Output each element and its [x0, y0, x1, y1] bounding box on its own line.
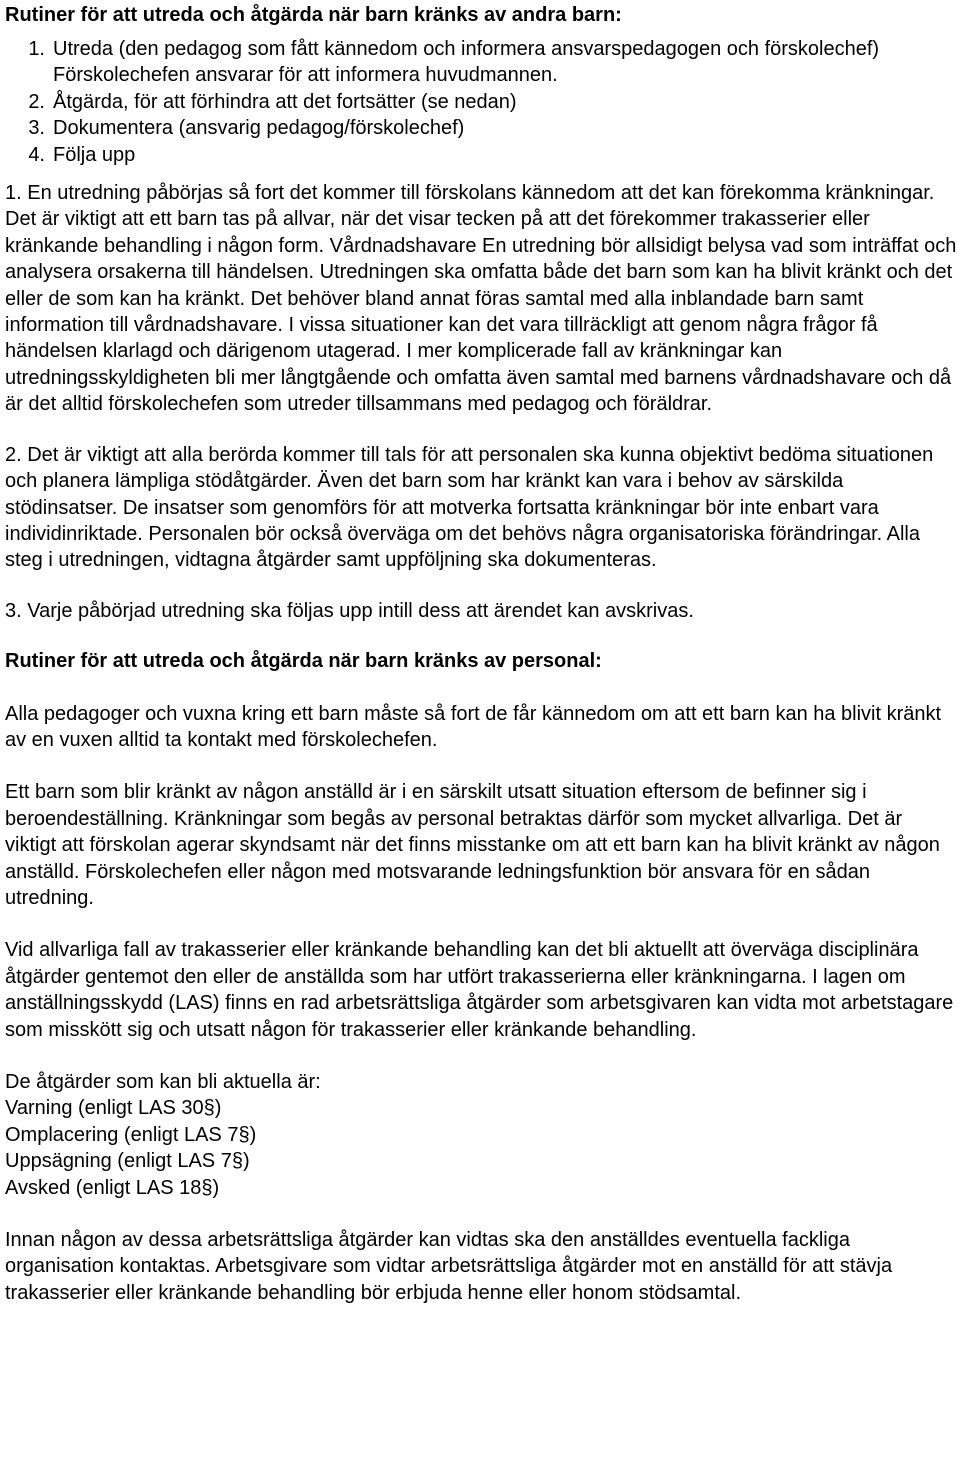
measures-intro: De åtgärder som kan bli aktuella är: [5, 1071, 321, 1093]
step-number: 4. [28, 143, 45, 166]
list-item: Avsked (enligt LAS 18§) [5, 1176, 220, 1199]
list-item: Varning (enligt LAS 30§) [5, 1097, 222, 1120]
list-item [5, 115, 957, 141]
step-number: 3. [28, 117, 45, 140]
step-number: 1. [28, 38, 45, 60]
list-item [5, 142, 957, 168]
paragraph-contact-principal: Alla pedagoger och vuxna kring ett barn måste så fort de får kännedom om att ett barn kan ha blivit kränkt av en vuxen alltid ta kontakt med förskolechefen. [5, 702, 942, 751]
step-text: Dokumentera (ansvarig pedagog/förskolechef) [53, 117, 465, 140]
steps-list [5, 36, 957, 168]
section-heading-staff: Rutiner för att utreda och åtgärda när barn kränks av personal: [5, 650, 602, 673]
step-text: Åtgärda, för att förhindra att det fortsätter (se nedan) [53, 90, 517, 113]
list-item [5, 36, 957, 89]
paragraph-vulnerable-situation: Ett barn som blir kränkt av någon anställd är i en särskilt utsatt situation eftersom de befinner sig i beroendeställning. Kränkningar som begås av personal betraktas därför som mycket allvarliga. Det är viktigt att förskolan agerar skyndsamt när det finns misstanke om att ett barn kan ha blivit kränkt av någon anställd. Förskolechefen eller någon med motsvarande ledningsfunktion bör ansvara för en sådan utredning. [5, 781, 940, 909]
step-text: Utreda (den pedagog som fått kännedom och informera ansvarspedagogen och förskolechef) Förskolechefen ansvarar för att informera huvudmannen. [53, 38, 880, 87]
paragraph-union-contact: Innan någon av dessa arbetsrättsliga åtgärder kan vidtas ska den anställdes eventuella fackliga organisation kontaktas. Arbetsgivare som vidtar arbetsrättsliga åtgärder mot en anställd för att stävja trakasserier eller kränkande behandling bör erbjuda henne eller honom stödsamtal. [5, 1229, 893, 1304]
list-item: Uppsägning (enligt LAS 7§) [5, 1150, 250, 1173]
step-number: 2. [28, 90, 45, 113]
list-item [5, 89, 957, 115]
step-text: Följa upp [53, 143, 136, 166]
paragraph-followup: 3. Varje påbörjad utredning ska följas upp intill dess att ärendet kan avskrivas. [5, 599, 694, 622]
list-item: Omplacering (enligt LAS 7§) [5, 1123, 257, 1146]
section-heading-children: Rutiner för att utreda och åtgärda när barn kränks av andra barn: [5, 4, 622, 26]
paragraph-hearing: 2. Det är viktigt att alla berörda kommer till tals för att personalen ska kunna objektivt bedöma situationen och planera lämpliga stödåtgärder. Även det barn som har kränkt kan vara i behov av särskilda stödinsatser. De insatser som genomförs för att motverka fortsatta kränkningar bör inte enbart vara individinriktade. Personalen bör också överväga om det behövs några organisatoriska förändringar. Alla steg i utredningen, vidtagna åtgärder samt uppföljning ska dokumenteras. [5, 443, 934, 572]
paragraph-disciplinary: Vid allvarliga fall av trakasserier eller kränkande behandling kan det bli aktuellt att överväga disciplinära åtgärder gentemot den eller de anställda som har utfört trakasserierna eller kränkningarna. I lagen om anställningsskydd (LAS) finns en rad arbetsrättsliga åtgärder som arbetsgivaren kan vidta mot arbetstagare som misskött sig och utsatt någon för trakasserier eller kränkande behandling. [5, 939, 954, 1041]
paragraph-investigation: 1. En utredning påbörjas så fort det kommer till förskolans kännedom att det kan förekomma kränkningar. Det är viktigt att ett barn tas på allvar, när det visar tecken på att det förekommer trakasserier eller kränkande behandling i någon form. Vårdnadshavare En utredning bör allsidigt belysa vad som inträffat och analysera orsakerna till händelsen. Utredningen ska omfatta både det barn som kan ha blivit kränkt och det eller de som kan ha kränkt. Det behöver bland annat föras samtal med alla inblandade barn samt information till vårdnadshavare. I vissa situationer kan det vara tillräckligt att genom några frågor få händelsen klarlagd och därigenom utagerad. I mer komplicerade fall av kränkningar kan utredningsskyldigheten bli mer långtgående och omfatta även samtal med barnens vårdnadshavare och då är det alltid förskolechefen som utreder tillsammans med pedagog och föräldrar. [5, 182, 957, 416]
